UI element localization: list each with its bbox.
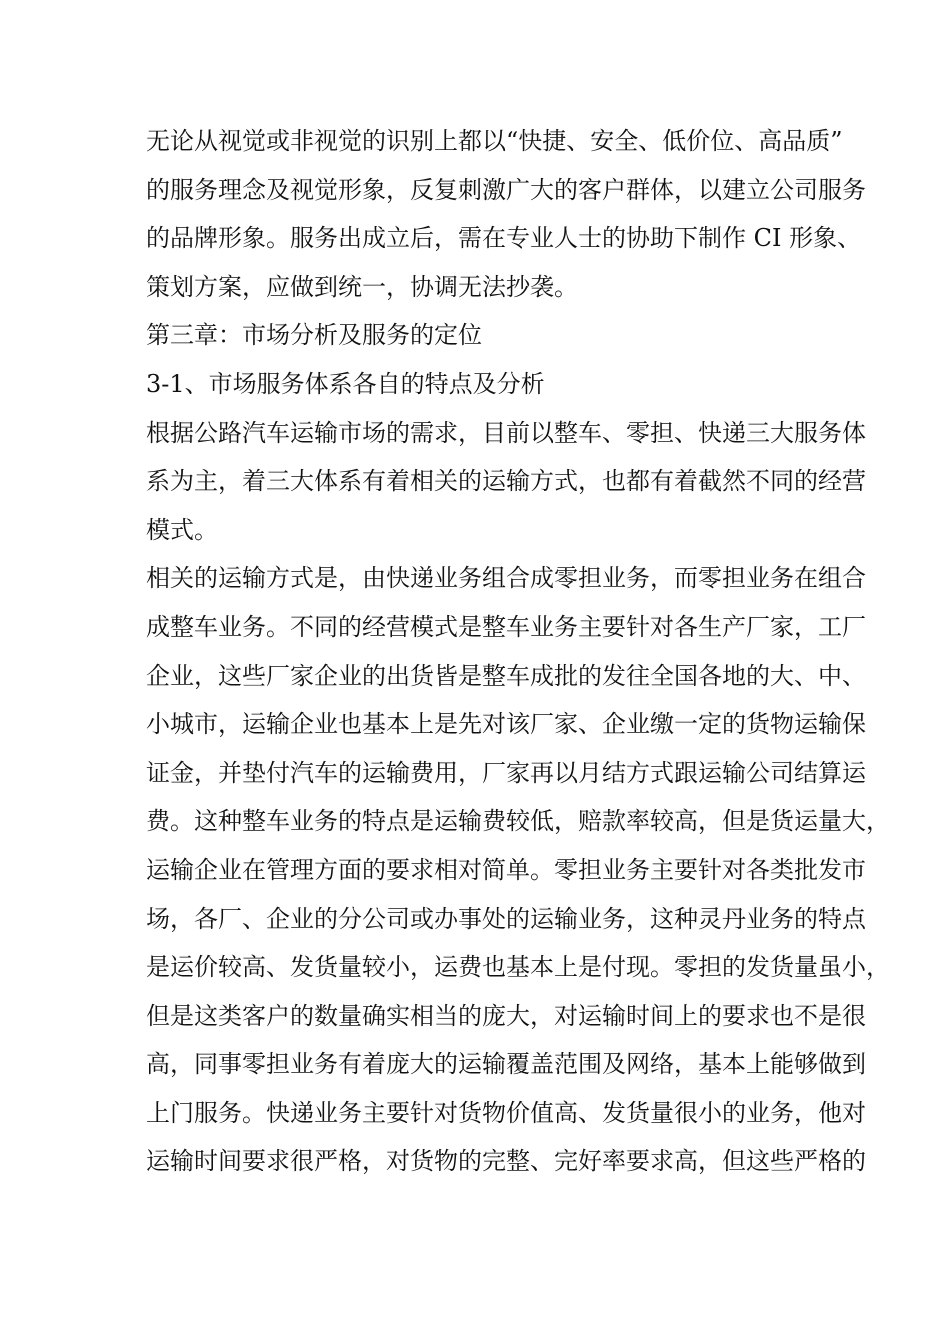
text-line: 上门服务。快递业务主要针对货物价值高、发货量很小的业务，他对 — [146, 1098, 866, 1127]
text-line: 小城市，运输企业也基本上是先对该厂家、企业缴一定的货物运输保 — [146, 710, 866, 739]
body-text — [146, 117, 890, 1186]
section-heading: 3-1、市场服务体系各自的特点及分析 — [146, 369, 545, 398]
text-line: 成整车业务。不同的经营模式是整车业务主要针对各生产厂家，工厂 — [146, 612, 866, 641]
text-line: 费。这种整车业务的特点是运输费较低，赔款率较高，但是货运量大， — [146, 807, 890, 836]
text-line: 高，同事零担业务有着庞大的运输覆盖范围及网络，基本上能够做到 — [146, 1050, 866, 1079]
text-line: 是运价较高、发货量较小，运费也基本上是付现。零担的发货量虽小， — [146, 953, 890, 982]
text-line: 模式。 — [146, 515, 218, 544]
text-line: 企业，这些厂家企业的出货皆是整车成批的发往全国各地的大、中、 — [146, 661, 866, 690]
chapter-heading: 第三章：市场分析及服务的定位 — [146, 321, 482, 350]
text-line: 运输企业在管理方面的要求相对简单。零担业务主要针对各类批发市 — [146, 855, 866, 884]
text-line: 证金，并垫付汽车的运输费用，厂家再以月结方式跟运输公司结算运 — [146, 758, 866, 787]
text-line: 的服务理念及视觉形象，反复刺激广大的客户群体，以建立公司服务 — [146, 175, 866, 204]
text-line: 场，各厂、企业的分公司或办事处的运输业务，这种灵丹业务的特点 — [146, 904, 866, 933]
text-line: 无论从视觉或非视觉的识别上都以“快捷、安全、低价位、高品质” — [146, 127, 843, 155]
text-line: 运输时间要求很严格，对货物的完整、完好率要求高，但这些严格的 — [146, 1147, 866, 1176]
text-line: 根据公路汽车运输市场的需求，目前以整车、零担、快递三大服务体 — [146, 418, 866, 447]
text-line: 系为主，着三大体系有着相关的运输方式，也都有着截然不同的经营 — [146, 467, 866, 496]
text-line: 策划方案，应做到统一，协调无法抄袭。 — [146, 272, 578, 301]
text-line: 但是这类客户的数量确实相当的庞大，对运输时间上的要求也不是很 — [146, 1001, 866, 1030]
text-line: 的品牌形象。服务出成立后，需在专业人士的协助下制作 CI 形象、 — [146, 224, 862, 253]
text-line: 相关的运输方式是，由快递业务组合成零担业务，而零担业务在组合 — [146, 564, 866, 593]
